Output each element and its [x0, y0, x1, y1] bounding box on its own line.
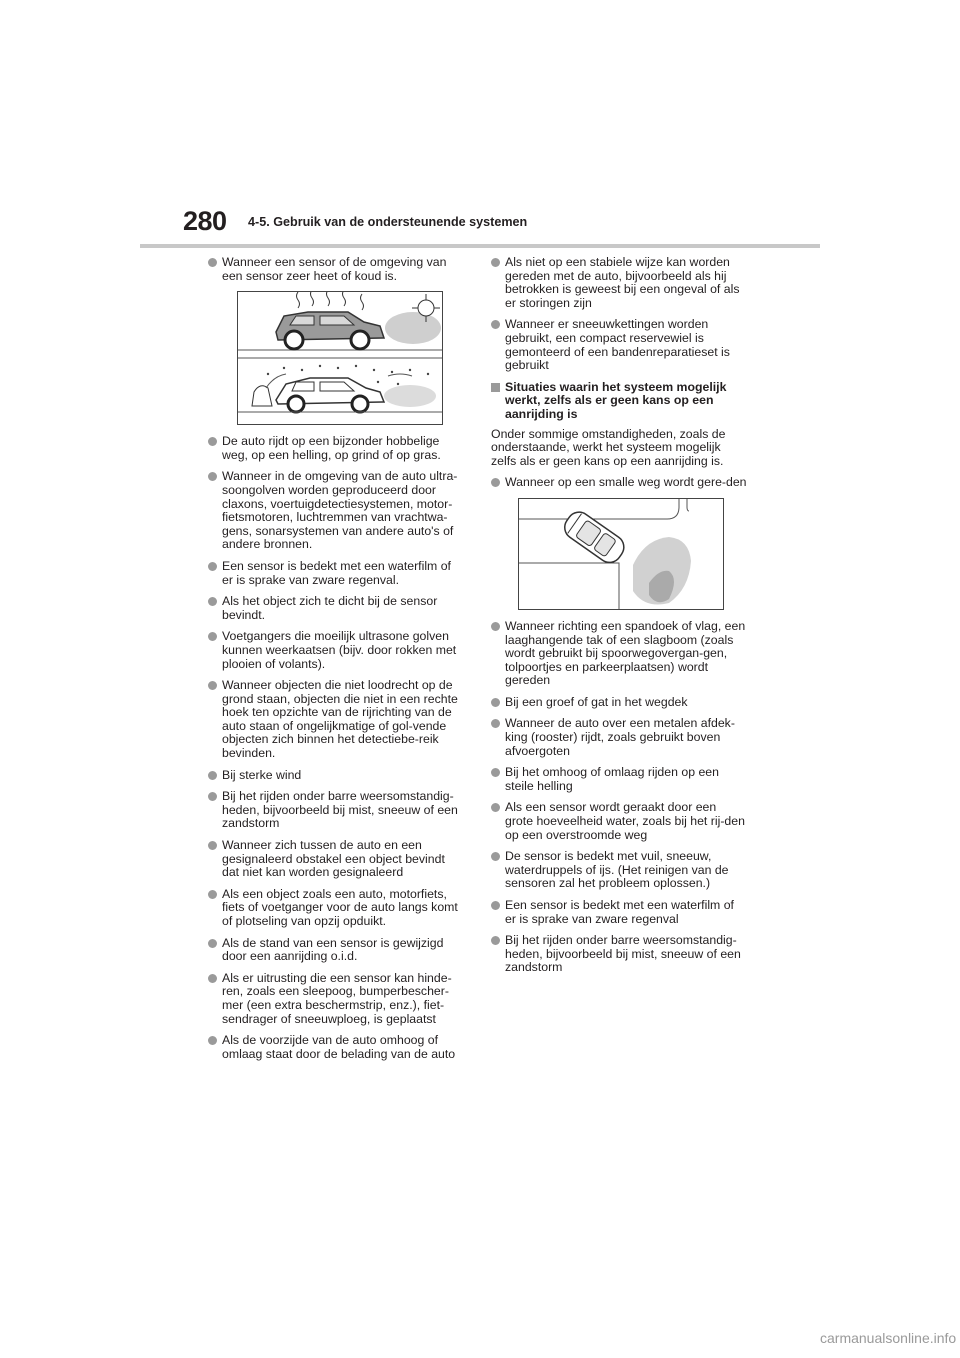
- list-item: [208, 595, 464, 622]
- figure-sensor-hot-cold: [237, 291, 443, 425]
- bullet-dot-icon: [208, 472, 217, 481]
- bullet-dot-icon: [208, 939, 217, 948]
- list-item-text: Wanneer de auto over een metalen afdek-king (rooster) rijdt, zoals gebruikt boven afvoergoten: [505, 716, 735, 758]
- list-item-text: De auto rijdt op een bijzonder hobbelige weg, op een helling, op grind of op gras.: [222, 434, 441, 462]
- list-item: [491, 850, 747, 891]
- list-item: [491, 620, 747, 688]
- list-item: [208, 769, 464, 783]
- list-item-text: Bij een groef of gat in het wegdek: [505, 694, 688, 709]
- bullet-dot-icon: [208, 562, 217, 571]
- list-item: [491, 717, 747, 758]
- intro-paragraph: Onder sommige omstandigheden, zoals de onderstaande, werkt het systeem mogelijk zelfs als er geen kans op een aanrijding is.: [491, 426, 726, 468]
- list-item: [208, 256, 464, 283]
- list-item: [208, 790, 464, 831]
- list-item: [491, 934, 747, 975]
- bullet-dot-icon: [208, 597, 217, 606]
- list-item-text: Wanneer er sneeuwkettingen worden gebruikt, een compact reservewiel is gemonteerd of een bandenreparatieset is gebruikt: [505, 317, 730, 373]
- list-item: [491, 318, 747, 372]
- page-number: 280: [183, 206, 227, 236]
- bullet-dot-icon: [208, 890, 217, 899]
- list-item-text: De sensor is bedekt met vuil, sneeuw, waterdruppels of ijs. (Het reinigen van de sensoren zal het probleem oplossen.): [505, 849, 729, 891]
- list-item-text: Als de voorzijde van de auto omhoog of omlaag staat door de belading van de auto: [222, 1033, 456, 1061]
- figure-narrow-road: [518, 498, 724, 610]
- list-item: [208, 560, 464, 587]
- list-item: [491, 256, 747, 310]
- list-item: [208, 1034, 464, 1061]
- bullet-dot-icon: [491, 803, 500, 812]
- right-column: [491, 256, 747, 983]
- bullet-dot-icon: [491, 320, 500, 329]
- bullet-dot-icon: [208, 792, 217, 801]
- bullet-dot-icon: [208, 258, 217, 267]
- bullet-dot-icon: [491, 936, 500, 945]
- list-item: [208, 937, 464, 964]
- list-item: [208, 888, 464, 929]
- list-item: [208, 470, 464, 552]
- watermark: carmanualsonline.info: [820, 1330, 957, 1346]
- bullet-dot-icon: [208, 632, 217, 641]
- bullet-dot-icon: [208, 771, 217, 780]
- bullet-dot-icon: [208, 681, 217, 690]
- list-item-text: Wanneer een sensor of de omgeving van een sensor zeer heet of koud is.: [222, 255, 447, 283]
- list-item-text: Als een sensor wordt geraakt door een grote hoeveelheid water, zoals bij het rij-den op een overstroomde weg: [505, 800, 745, 842]
- list-item-text: Als de stand van een sensor is gewijzigd door een aanrijding o.i.d.: [222, 935, 444, 964]
- bullet-dot-icon: [491, 768, 500, 777]
- bullet-dot-icon: [491, 698, 500, 707]
- list-item: [208, 972, 464, 1026]
- list-item-text: Bij het omhoog of omlaag rijden op een steile helling: [505, 765, 719, 793]
- bullet-dot-icon: [491, 478, 500, 487]
- bullet-dot-icon: [208, 974, 217, 983]
- narrow-road-illustration: [519, 499, 723, 609]
- bullet-dot-icon: [491, 719, 500, 728]
- list-item: [491, 766, 747, 793]
- bullet-dot-icon: [491, 852, 500, 861]
- bullet-dot-icon: [491, 258, 500, 267]
- list-item: [208, 630, 464, 671]
- bullet-dot-icon: [208, 1036, 217, 1045]
- list-item-text: Als niet op een stabiele wijze kan worden gereden met de auto, bijvoorbeeld als hij betrokken is geweest bij een ongeval of als er storingen zijn: [505, 255, 740, 310]
- heading-square-icon: [491, 383, 500, 392]
- bullet-dot-icon: [491, 901, 500, 910]
- list-item-text: Als er uitrusting die een sensor kan hinde-ren, zoals een sleepoog, bumperbescher-mer (een extra beschermstrip, enz.), fiet-sendrager of sneeuwploeg, is geplaatst: [222, 970, 452, 1026]
- car-weather-illustration: [238, 292, 442, 424]
- list-item-text: Voetgangers die moeilijk ultrasone golven kunnen weerkaatsen (bijv. door rokken met plooien of volants).: [222, 629, 457, 671]
- list-item-text: Als een object zoals een auto, motorfiets, fiets of voetganger voor de auto langs komt of plotseling van opzij opduikt.: [222, 886, 458, 928]
- list-item: [208, 679, 464, 761]
- list-item: [491, 899, 747, 926]
- list-item: [491, 476, 747, 490]
- list-item-text: Wanneer in de omgeving van de auto ultra-soongolven worden geproduceerd door claxons, voertuigdetectiesystemen, motor-fietsmotoren, luchtremmen van vrachtwa-gens, sonarsystemen van andere auto's of andere bronnen.: [222, 469, 458, 552]
- list-item: [491, 696, 747, 710]
- list-item-text: Bij het rijden onder barre weersomstandig-heden, bijvoorbeeld bij mist, sneeuw of een zandstorm: [222, 789, 458, 831]
- left-column: [208, 256, 464, 1069]
- list-item: [208, 839, 464, 880]
- bullet-dot-icon: [208, 437, 217, 446]
- list-item-text: Wanneer op een smalle weg wordt gere-den: [505, 475, 747, 490]
- list-item-text: Een sensor is bedekt met een waterfilm of er is sprake van zware regenval: [505, 898, 734, 926]
- subsection-heading: [491, 381, 747, 422]
- list-item-text: Een sensor is bedekt met een waterfilm of er is sprake van zware regenval.: [222, 558, 451, 587]
- list-item: [491, 801, 747, 842]
- list-item-text: Als het object zich te dicht bij de sensor bevindt.: [222, 594, 438, 622]
- bullet-dot-icon: [491, 622, 500, 631]
- list-item-text: Wanneer richting een spandoek of vlag, een laaghangende tak of een slagboom (zoals wordt gebruikt bij spoorwegovergan-gen, tolpoortjes en parkeerplaatsen) wordt gereden: [505, 618, 746, 688]
- list-item: [208, 435, 464, 462]
- bullet-dot-icon: [208, 841, 217, 850]
- section-title: 4-5. Gebruik van de ondersteunende systemen: [248, 215, 528, 229]
- header-divider: [140, 244, 820, 248]
- list-item-text: Wanneer zich tussen de auto en een gesignaleerd obstakel een object bevindt dat niet kan worden gesignaleerd: [222, 838, 445, 880]
- list-item-text: Bij het rijden onder barre weersomstandig-heden, bijvoorbeeld bij mist, sneeuw of een zandstorm: [505, 933, 741, 975]
- list-item-text: Wanneer objecten die niet loodrecht op de grond staan, objecten die niet in een rechte hoek ten opzichte van de rijrichting van de auto staan of ongelijkmatige of gol-vende objecten zich binnen het detectiebe-reik bevinden.: [222, 678, 458, 761]
- list-item-text: Bij sterke wind: [222, 767, 302, 782]
- subsection-heading-text: Situaties waarin het systeem mogelijk werkt, zelfs als er geen kans op een aanrijding is: [505, 379, 727, 421]
